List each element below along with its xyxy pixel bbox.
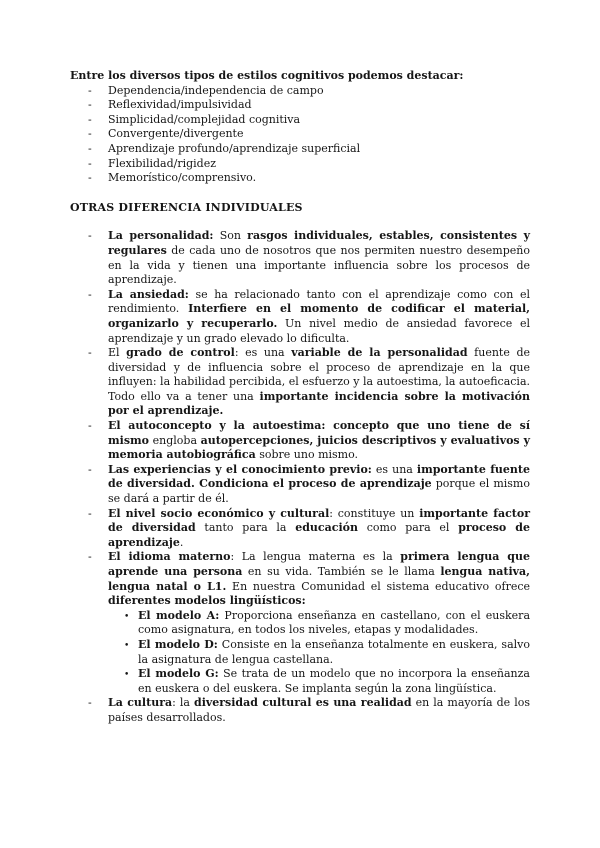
body-text: sobre uno mismo. <box>255 448 359 462</box>
list-item-text <box>108 113 300 126</box>
bold-text: El modelo A: <box>138 608 220 622</box>
list-marker: - <box>88 98 92 112</box>
list-marker: - <box>88 696 92 710</box>
body-text: Proporciona enseñanza en castellano, con el euskera como asignatura, en todos los niveles, etapas y modalidades. <box>138 608 530 637</box>
body-text: porque el mismo se dará a partir de él. <box>108 477 530 506</box>
bold-text: El autoconcepto y la autoestima: concepto que uno tiene de sí mismo <box>108 419 530 447</box>
body-text: Reflexividad/impulsividad <box>108 98 252 112</box>
list-item-text <box>108 463 530 505</box>
cognitive-style-item <box>70 157 530 172</box>
body-text: Dependencia/independencia de campo <box>108 83 324 97</box>
bold-text: Las experiencias y el conocimiento previo: <box>108 462 372 476</box>
body-text: en la mayoría de los países desarrollados. <box>108 696 530 724</box>
body-text: Memorístico/comprensivo. <box>108 171 257 185</box>
list-item-text <box>108 696 530 724</box>
list-marker: - <box>88 171 92 185</box>
list-marker: - <box>88 83 92 97</box>
intro-list <box>70 84 530 186</box>
body-text: Flexibilidad/rigidez <box>108 156 217 170</box>
difference-item <box>70 507 530 551</box>
intro-heading: Entre los diversos tipos de estilos cognitivos podemos destacar: <box>70 69 464 82</box>
bold-text: La ansiedad: <box>108 287 189 301</box>
body-text: : constituye un <box>329 506 420 520</box>
list-marker: - <box>88 141 92 155</box>
list-marker: - <box>88 419 92 433</box>
list-item-text <box>108 229 530 286</box>
cognitive-style-item <box>70 127 530 142</box>
difference-item <box>70 419 530 463</box>
body-text: En nuestra Comunidad el sistema educativo ofrece <box>226 579 531 593</box>
list-item-text <box>108 127 244 140</box>
difference-item <box>70 696 530 725</box>
body-text: Aprendizaje profundo/aprendizaje superficial <box>108 141 361 155</box>
list-item-text <box>108 288 530 345</box>
list-marker: - <box>88 287 92 301</box>
section-heading: OTRAS DIFERENCIA INDIVIDUALES <box>70 200 303 214</box>
body-text: tanto para la <box>195 521 296 535</box>
list-marker: - <box>88 462 92 476</box>
list-marker: - <box>88 550 92 564</box>
body-text: fuente de diversidad y de influencia sobre el proceso de aprendizaje en la que influyen: la habilidad percibida, el esfuerzo y la autoestima, la autoeficacia. Todo ello va a tener una <box>108 346 531 403</box>
list-marker: - <box>88 229 92 243</box>
cognitive-style-item <box>70 171 530 186</box>
body-text: como para el <box>357 521 459 535</box>
list-item-text <box>108 171 256 184</box>
list-item-text <box>108 142 360 155</box>
list-item-text <box>138 667 530 695</box>
difference-item <box>70 288 530 346</box>
bold-text: La cultura <box>108 696 173 710</box>
list-marker: - <box>88 346 92 360</box>
language-model-item <box>70 609 530 638</box>
cognitive-style-item <box>70 142 530 157</box>
body-text: Un nivel medio de ansiedad favorece el aprendizaje y un grado elevado lo dificulta. <box>108 316 530 345</box>
language-model-item <box>70 667 530 696</box>
body-text: en su vida. También se le llama <box>242 565 441 578</box>
list-marker: • <box>124 640 130 651</box>
bold-text: rasgos individuales, estables, consistentes y regulares <box>108 229 530 257</box>
body-text: Son <box>213 229 248 243</box>
list-item-text <box>108 84 324 97</box>
list-item-text <box>108 346 530 417</box>
body-text: de cada uno de nosotros que nos permiten nuestro desempeño en la vida y tienen una importante influencia sobre los procesos de aprendizaje. <box>108 243 530 287</box>
body-text: . <box>179 535 184 549</box>
list-item-text <box>108 157 216 170</box>
bold-text: autopercepciones, juicios descriptivos y evaluativos y memoria autobiográfica <box>108 433 530 462</box>
bold-text: educación <box>295 521 358 535</box>
bold-text: Interfiere en el momento de codificar el material, organizarlo y recuperarlo. <box>108 302 530 330</box>
bold-text: El modelo D: <box>138 637 218 651</box>
bold-text: grado de control <box>126 346 235 360</box>
list-item-text <box>138 609 530 637</box>
body-text: : La lengua materna es la <box>230 550 401 564</box>
body-text: Simplicidad/complejidad cognitiva <box>108 112 301 126</box>
cognitive-style-item <box>70 98 530 113</box>
list-marker: - <box>88 112 92 126</box>
bold-text: primera lengua que aprende una persona <box>108 550 530 578</box>
body-text: : la <box>172 696 194 710</box>
bold-text: El modelo G: <box>138 667 219 681</box>
bold-text: importante incidencia sobre la motivación por el aprendizaje. <box>108 389 530 418</box>
bold-text: lengua nativa, lengua natal o L1. <box>108 565 530 593</box>
list-item-text <box>108 419 530 461</box>
difference-item <box>70 463 530 507</box>
bold-text: importante factor de diversidad <box>108 506 530 535</box>
section-bullet-list <box>70 229 530 725</box>
difference-item <box>70 550 530 608</box>
bold-text: proceso de aprendizaje <box>108 521 530 549</box>
bold-text: diversidad cultural es una realidad <box>194 696 412 710</box>
list-item-text <box>108 98 252 111</box>
bold-text: El idioma materno <box>108 550 231 564</box>
bold-text: importante fuente de diversidad. Condiciona el proceso de aprendizaje <box>108 462 531 491</box>
body-text: es una <box>371 462 417 476</box>
list-marker: - <box>88 506 92 520</box>
language-model-item <box>70 638 530 667</box>
difference-item <box>70 346 530 419</box>
list-marker: - <box>88 156 92 170</box>
body-text: engloba <box>149 433 201 447</box>
bold-text: El nivel socio económico y cultural <box>108 506 330 520</box>
list-item-text <box>138 638 530 666</box>
bold-text: variable de la personalidad <box>291 346 468 360</box>
body-text: El <box>108 346 127 360</box>
body-text: Consiste en la enseñanza totalmente en euskera, salvo la asignatura de lengua castellana. <box>138 637 530 666</box>
body-text: : es una <box>234 346 292 360</box>
body-text: Convergente/divergente <box>108 127 244 141</box>
cognitive-style-item <box>70 113 530 128</box>
bold-text: diferentes modelos lingüísticos: <box>108 594 306 608</box>
cognitive-style-item <box>70 84 530 99</box>
bold-text: La personalidad: <box>108 229 214 243</box>
body-text: se ha relacionado tanto con el aprendizaje como con el rendimiento. <box>108 287 531 316</box>
body-text: Se trata de un modelo que no incorpora la enseñanza en euskera o del euskera. Se implanta según la zona lingüística. <box>138 667 530 695</box>
list-marker: • <box>124 611 130 622</box>
difference-item <box>70 229 530 287</box>
list-item-text <box>108 550 530 607</box>
list-marker: • <box>124 670 130 681</box>
list-marker: - <box>88 127 92 141</box>
list-item-text <box>108 507 530 549</box>
